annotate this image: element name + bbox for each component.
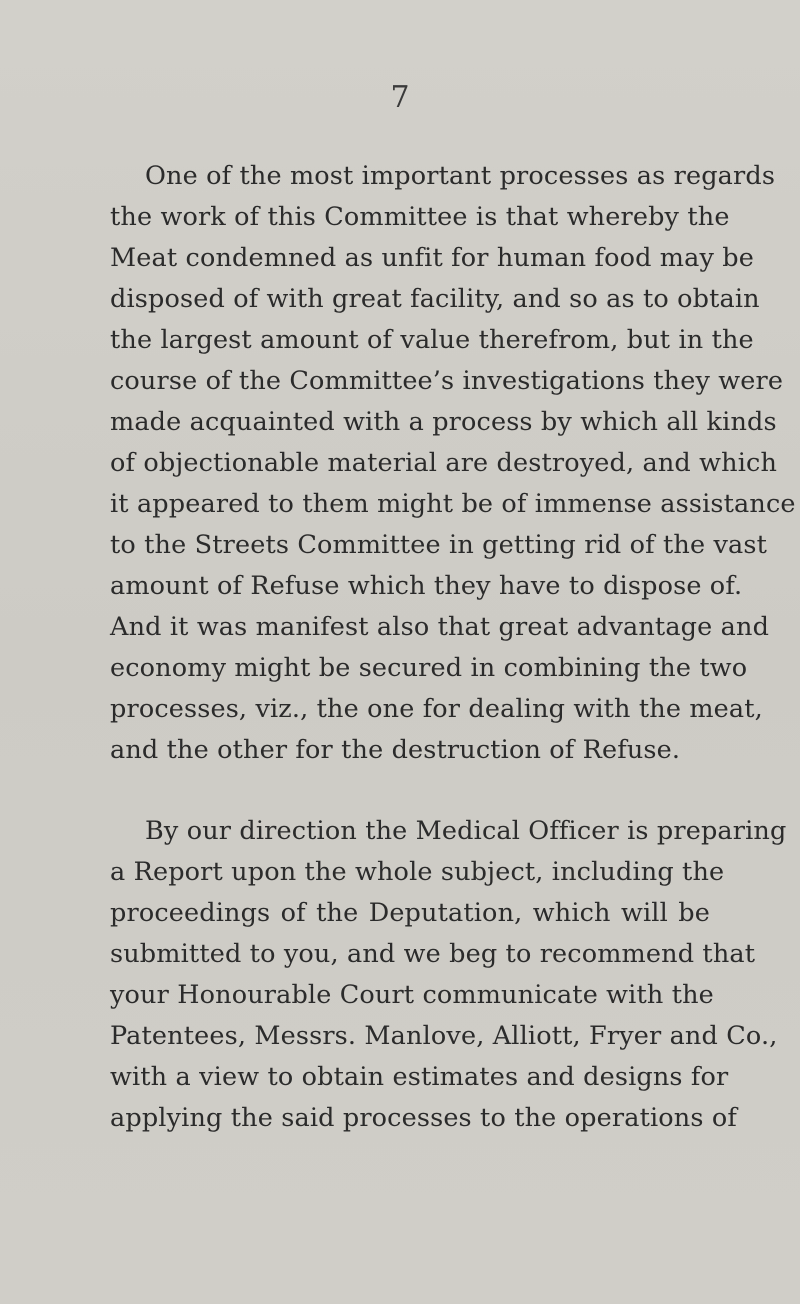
text-line: applying the said processes to the operations of <box>110 1103 737 1133</box>
text-line: made acquainted with a process by which all kinds <box>110 407 777 437</box>
text-line: economy might be secured in combining the two <box>110 653 748 683</box>
text-line: course of the Committee’s investigations they were <box>110 366 784 396</box>
text-line: it appeared to them might be of immense assistance <box>110 489 796 519</box>
text-line: disposed of with great facility, and so as to obtain <box>110 284 760 314</box>
text-line: processes, viz., the one for dealing with the meat, <box>110 694 763 724</box>
text-line: submitted to you, and we beg to recommend that <box>110 939 756 969</box>
paragraph-2 <box>110 811 787 1139</box>
text-line: a Report upon the whole subject, including the <box>110 857 725 887</box>
text-line: One of the most important processes as regards <box>145 161 776 191</box>
text-line: the work of this Committee is that whereby the <box>110 202 730 232</box>
text-line: amount of Refuse which they have to dispose of. <box>110 571 743 601</box>
text-line: the largest amount of value therefrom, but in the <box>110 325 754 355</box>
text-line: And it was manifest also that great advantage and <box>110 612 770 642</box>
text-line: Patentees, Messrs. Manlove, Alliott, Fryer and Co., <box>110 1021 778 1051</box>
text-line: proceedings of the Deputation, which will be <box>110 898 710 928</box>
text-line: to the Streets Committee in getting rid of the vast <box>110 530 767 560</box>
text-line: of objectionable material are destroyed, and which <box>110 448 778 478</box>
page-number: 7 <box>390 80 410 115</box>
text-line: By our direction the Medical Officer is preparing <box>145 816 787 846</box>
paragraph-1 <box>110 156 796 771</box>
text-line: your Honourable Court communicate with the <box>110 980 714 1010</box>
text-line: with a view to obtain estimates and designs for <box>110 1062 729 1092</box>
text-line: Meat condemned as unfit for human food may be <box>110 243 755 273</box>
text-line: and the other for the destruction of Refuse. <box>110 735 681 765</box>
